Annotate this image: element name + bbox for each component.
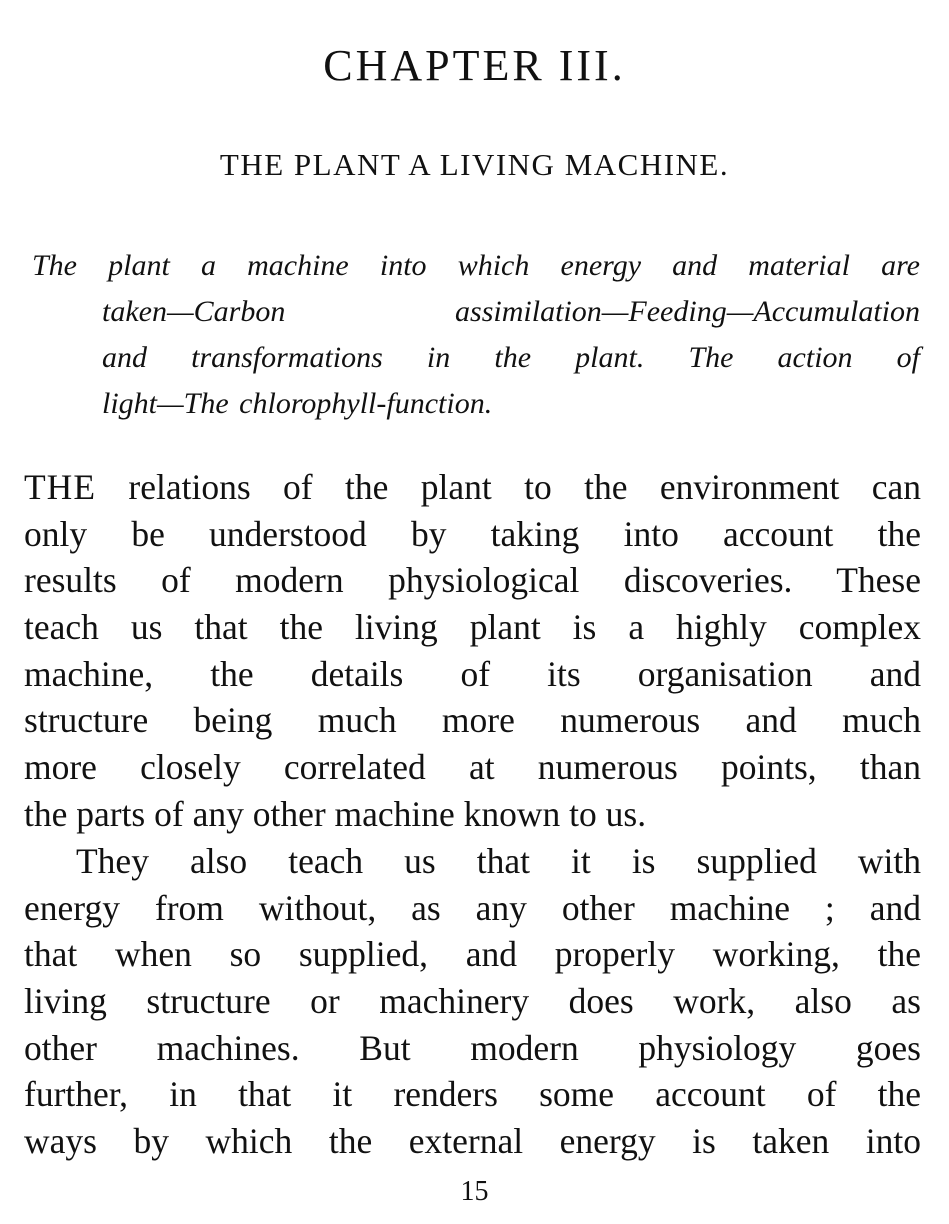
summary-line: taken—Carbon assimilation—Feeding—Accumulation: [102, 295, 920, 328]
chapter-subtitle: THE PLANT A LIVING MACHINE.: [219, 147, 730, 182]
summary-line: The plant a machine into which energy and material are: [32, 249, 920, 282]
paragraph-line: teach us that the living plant is a highly complex: [24, 607, 921, 648]
paragraph-line: living structure or machinery does work, also as: [24, 981, 921, 1022]
paragraph-line: further, in that it renders some account of the: [24, 1074, 921, 1115]
paragraph-line: that when so supplied, and properly working, the: [24, 934, 921, 975]
paragraph-line: machine, the details of its organisation and: [24, 653, 921, 694]
paragraph-line: They also teach us that it is supplied with: [76, 841, 921, 881]
paragraph-line: [24, 464, 921, 511]
page-number: 15: [460, 1176, 489, 1207]
paragraph-line: other machines. But modern physiology goes: [24, 1027, 921, 1068]
chapter-title: CHAPTER III.: [323, 41, 626, 90]
paragraph-line: results of modern physiological discoveries. These: [24, 560, 921, 601]
paragraph-2: [24, 838, 921, 1165]
paragraph-line: more closely correlated at numerous points, than: [24, 747, 921, 788]
paragraph-line-text: relations of the plant to the environment can: [96, 467, 921, 507]
paragraph-1: [24, 464, 921, 838]
paragraph-line: structure being much more numerous and much: [24, 700, 921, 741]
lead-word: THE: [24, 467, 97, 507]
paragraph-line: ways by which the external energy is taken into: [24, 1121, 921, 1162]
paragraph-line: only be understood by taking into account the: [24, 513, 921, 554]
paragraph-line: the parts of any other machine known to us.: [24, 793, 647, 834]
paragraph-line: energy from without, as any other machine ; and: [24, 887, 921, 928]
summary-line: light—The chlorophyll-function.: [102, 387, 493, 420]
chapter-summary: [32, 243, 920, 427]
summary-line: and transformations in the plant. The action of: [102, 341, 920, 374]
